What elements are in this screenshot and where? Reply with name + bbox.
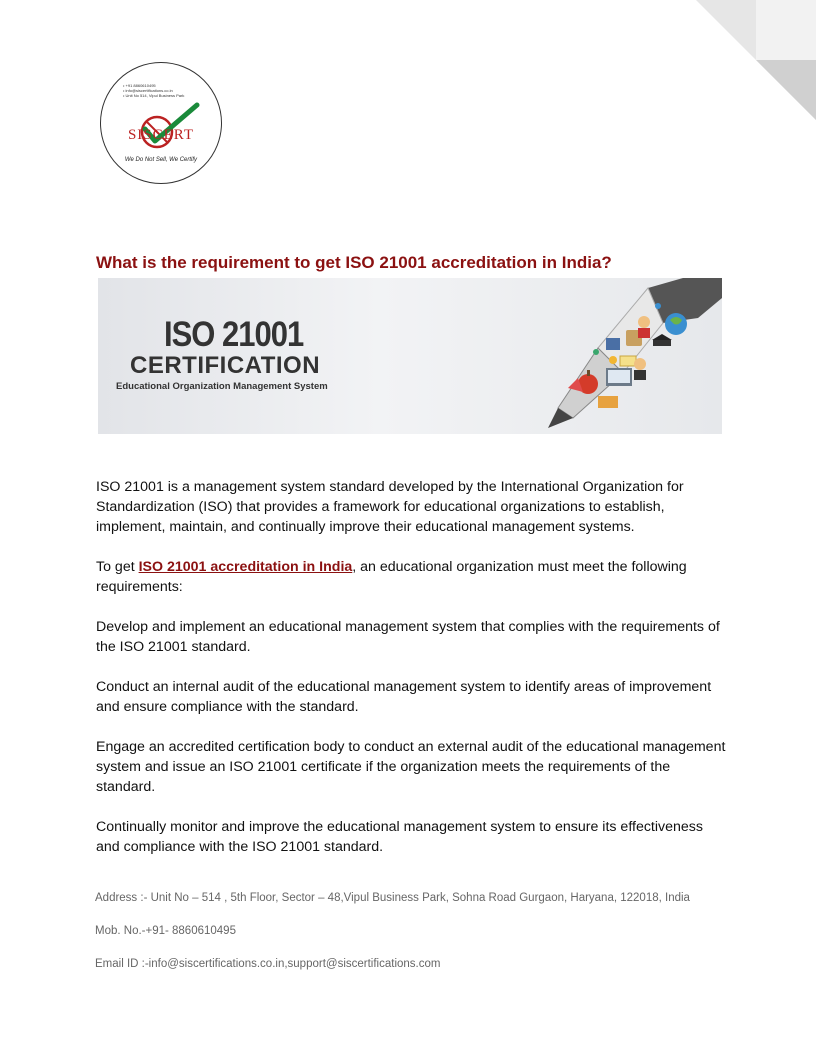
paragraph-requirement-develop: Develop and implement an educational management system that complies with the requirements of the ISO 21001 standard. (96, 619, 720, 655)
logo-tagline: We Do Not Sell, We Certify (124, 157, 198, 163)
accreditation-link[interactable]: ISO 21001 accreditation in India (138, 559, 353, 575)
paragraph-requirement-internal-audit: Conduct an internal audit of the educational management system to identify areas of improvement and ensure compliance with the standard. (96, 679, 712, 715)
footer-email: Email ID :-info@siscertifications.co.in,support@siscertifications.com (95, 958, 441, 970)
paragraph-requirements-intro: To get ISO 21001 accreditation in India, an educational organization must meet the following requirements: (96, 559, 687, 595)
banner-heading: ISO 21001 (164, 314, 304, 355)
company-logo (100, 62, 222, 184)
page-title: What is the requirement to get ISO 21001 accreditation in India? (96, 253, 612, 272)
paragraph-requirement-external-audit: Engage an accredited certification body to conduct an external audit of the educational management system and issue an ISO 21001 certificate if the organization meets the requirements of the standard. (96, 739, 726, 795)
banner-caption: Educational Organization Management System (116, 381, 328, 392)
logo-brand-text: SISCERT (127, 127, 195, 143)
iso-banner-image (98, 278, 722, 434)
article-body (96, 477, 726, 877)
fountain-pen-education-icons (448, 278, 722, 434)
footer-address: Address :- Unit No – 514 , 5th Floor, Sector – 48,Vipul Business Park, Sohna Road Gurgaon, Haryana, 122018, India (95, 892, 690, 904)
banner-subheading: CERTIFICATION (130, 352, 321, 379)
footer-mobile: Mob. No.-+91- 8860610495 (95, 925, 236, 937)
paragraph-requirement-monitor: Continually monitor and improve the educational management system to ensure its effectiveness and compliance with the ISO 21001 standard. (96, 819, 703, 855)
logo-contact-lines: • +91 8860610495 • info@siscertifications.co.in • Unit No 514, Vipul Business Park (123, 83, 185, 98)
page-corner-decoration (696, 0, 816, 120)
footer-contact (95, 892, 745, 991)
paragraph-intro: ISO 21001 is a management system standard developed by the International Organization for Standardization (ISO) that provides a framework for educational organizations to establish, implement, maintain, and continually improve their educational management systems. (96, 479, 684, 535)
